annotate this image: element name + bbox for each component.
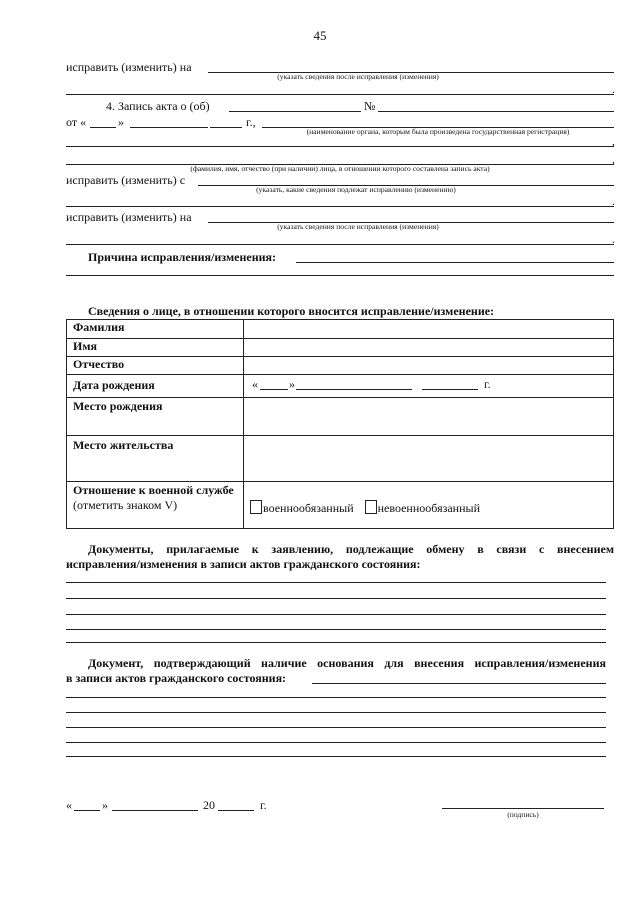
military-not-liable-label: невоеннообязанный bbox=[377, 501, 480, 515]
record-label: 4. Запись акта о (об) bbox=[106, 99, 210, 113]
correct-to-label-2: исправить (изменить) на bbox=[66, 210, 192, 224]
table-row bbox=[67, 482, 614, 529]
record-month-field[interactable] bbox=[130, 127, 208, 128]
documents-exchange-field-4[interactable] bbox=[66, 629, 606, 630]
birth-place-input[interactable] bbox=[244, 398, 614, 436]
documents-basis-field-1[interactable] bbox=[312, 683, 606, 684]
documents-basis-field-2[interactable] bbox=[66, 697, 606, 698]
person-section-heading: Сведения о лице, в отношении которого вносится исправление/изменение: bbox=[88, 304, 495, 318]
signature-caption: (подпись) bbox=[507, 810, 539, 819]
documents-exchange-field-2[interactable] bbox=[66, 598, 606, 599]
signature-month-field[interactable] bbox=[112, 810, 198, 811]
military-liable-label: военнообязанный bbox=[263, 501, 354, 515]
signature-year-suffix: г. bbox=[260, 798, 267, 812]
documents-basis-field-4[interactable] bbox=[66, 727, 606, 728]
row-label-surname: Фамилия bbox=[67, 320, 244, 339]
row-label-birth-place: Место рождения bbox=[67, 398, 244, 436]
record-from-label: от « bbox=[66, 115, 87, 129]
document-page: 45 исправить (изменить) на (указать сведения после исправления (изменения) . 4. Запись акта о (об) № от « » г., (наименование органа, которым была произведена государственная регистрация) , , (фамилия, имя, отчество (при наличии) лица, в отношении которого составлена запись акта) исправить (изменить) с (указать, какие сведения подлежат исправлению (изменению) . исправить (изменить) на (указать сведения после исправления (изменения) . Причина исправления/изменения: Сведения о лице, в отношении которого вносится исправление/изменение: Фамилия Имя Отчество Дата рождения « » г. Место рождения Место жительства Отношение к военной службе (отметить знаком V) военнообязанный невоеннообязанный Документы, прилагаемые к заявлению, подлежащие обмену в связи с внесением исправления/изменения в записи актов гражданского состояния: Документ, подтверждающий наличие основания для внесения исправления/изменения в записи актов гражданского состояния: « » 20 г. (подпись) bbox=[66, 28, 615, 819]
row-label-military: Отношение к военной службе (отметить знаком V) bbox=[67, 482, 244, 529]
documents-exchange-field-1[interactable] bbox=[66, 582, 606, 583]
correct-from-caption: (указать, какие сведения подлежат исправлению (изменению) bbox=[256, 185, 456, 194]
birth-month-field[interactable] bbox=[296, 389, 412, 390]
row-label-residence: Место жительства bbox=[67, 436, 244, 482]
table-row bbox=[67, 436, 614, 482]
correct-to-label-1: исправить (изменить) на bbox=[66, 60, 192, 74]
record-type-field[interactable] bbox=[229, 111, 361, 112]
record-year-field[interactable] bbox=[210, 127, 242, 128]
record-year-suffix: г., bbox=[246, 115, 256, 129]
signature-day-field[interactable] bbox=[74, 810, 100, 811]
correct-to-field-1b[interactable] bbox=[66, 94, 614, 95]
table-row bbox=[67, 357, 614, 375]
birth-day-field[interactable] bbox=[260, 389, 288, 390]
documents-basis-line1: Документ, подтверждающий наличие основания для внесения исправления/изменения bbox=[88, 656, 606, 670]
documents-basis-line2: в записи актов гражданского состояния: bbox=[66, 671, 287, 685]
page-number: 45 bbox=[313, 28, 327, 43]
table-row bbox=[67, 375, 614, 398]
table-row bbox=[67, 320, 614, 339]
surname-input[interactable] bbox=[244, 320, 614, 339]
record-day-field[interactable] bbox=[90, 127, 116, 128]
military-options-cell bbox=[244, 482, 614, 529]
signature-year-field[interactable] bbox=[218, 810, 254, 811]
birth-year-field[interactable] bbox=[422, 389, 478, 390]
name-input[interactable] bbox=[244, 339, 614, 357]
documents-basis-field-5[interactable] bbox=[66, 742, 606, 743]
birth-date-cell: « » г. bbox=[244, 375, 614, 398]
military-not-liable-checkbox[interactable] bbox=[365, 500, 377, 514]
documents-exchange-line1: Документы, прилагаемые к заявлению, подлежащие обмену в связи с внесением bbox=[88, 542, 614, 556]
record-org-caption: (наименование органа, которым была произведена государственная регистрация) bbox=[306, 127, 570, 136]
reason-field-2[interactable] bbox=[66, 275, 614, 276]
reason-label: Причина исправления/изменения: bbox=[88, 250, 277, 264]
signature-year-prefix: 20 bbox=[203, 798, 215, 812]
military-liable-checkbox[interactable] bbox=[250, 500, 262, 514]
correct-to-caption-1: (указать сведения после исправления (изменения) bbox=[277, 72, 439, 81]
correct-to-caption-2: (указать сведения после исправления (изменения) bbox=[277, 222, 439, 231]
documents-basis-field-3[interactable] bbox=[66, 712, 606, 713]
residence-input[interactable] bbox=[244, 436, 614, 482]
military-note: (отметить знаком V) bbox=[73, 497, 178, 512]
reason-field[interactable] bbox=[296, 262, 614, 263]
record-person-caption: (фамилия, имя, отчество (при наличии) лица, в отношении которого составлена запись акта) bbox=[190, 164, 490, 173]
documents-exchange-field-3[interactable] bbox=[66, 614, 606, 615]
correct-from-field-2[interactable] bbox=[66, 206, 614, 207]
row-label-patronymic: Отчество bbox=[67, 357, 244, 375]
row-label-birth-date: Дата рождения bbox=[67, 375, 244, 398]
documents-basis-field-6[interactable] bbox=[66, 756, 606, 757]
signature-field[interactable] bbox=[442, 808, 604, 809]
person-info-table bbox=[66, 319, 614, 529]
record-number-field[interactable] bbox=[378, 111, 614, 112]
documents-exchange-field-5[interactable] bbox=[66, 642, 606, 643]
table-row bbox=[67, 398, 614, 436]
correct-from-label: исправить (изменить) с bbox=[66, 173, 186, 187]
correct-to-field-2b[interactable] bbox=[66, 244, 614, 245]
documents-exchange-line2: исправления/изменения в записи актов гражданского состояния: bbox=[66, 557, 421, 571]
patronymic-input[interactable] bbox=[244, 357, 614, 375]
record-number-sign: № bbox=[364, 99, 376, 113]
record-org-field-2[interactable] bbox=[66, 146, 614, 147]
table-row bbox=[67, 339, 614, 357]
row-label-name: Имя bbox=[67, 339, 244, 357]
